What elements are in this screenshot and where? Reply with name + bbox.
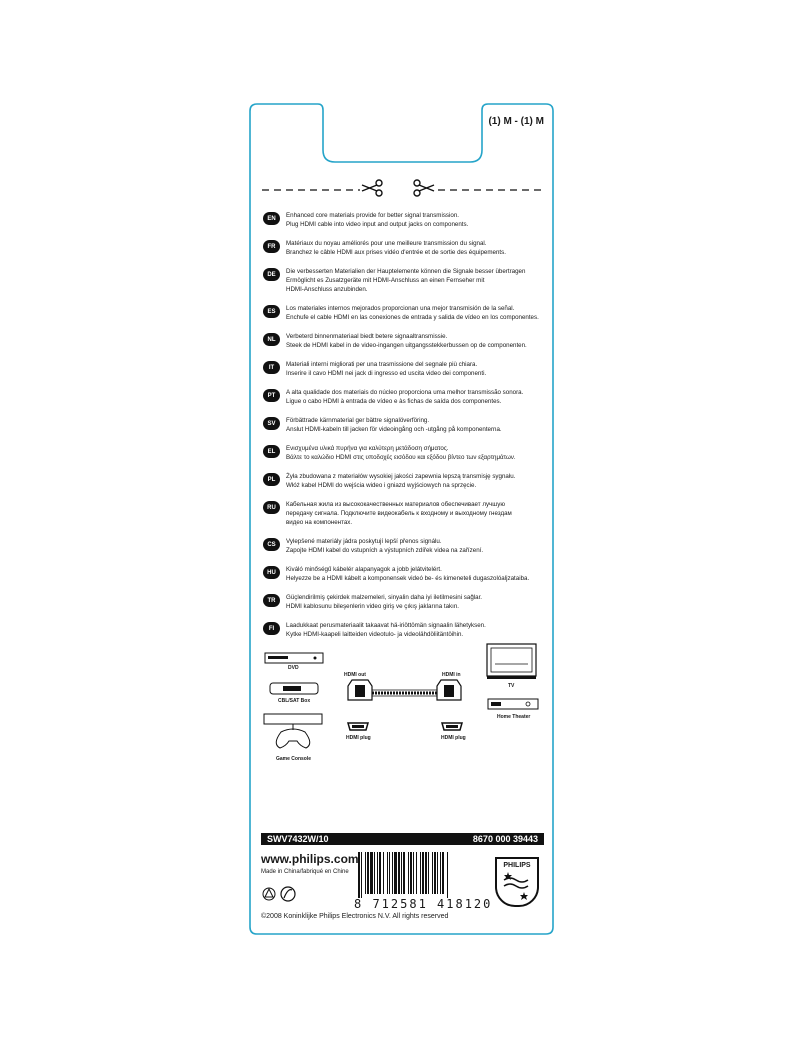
language-badge: FI <box>263 622 280 635</box>
language-badge: CS <box>263 538 280 551</box>
language-badge: RU <box>263 501 280 514</box>
language-text: Kiváló minőségű kábelér alapanyagok a jobb jelátvitelért. Helyezze be a HDMI kábelt a komponensek videó be- és kimeneteli dugaszolóaljzataiba. <box>286 566 530 582</box>
language-badge: PT <box>263 389 280 402</box>
language-row-pl <box>263 472 553 490</box>
website-url: www.philips.com <box>261 852 359 866</box>
language-text: Güçlendirilmiş çekirdek malzemeleri, sinyalin daha iyi iletilmesini sağlar. HDMI kablosunu bileşenlerin video giriş ve çıkış jaklarına takın. <box>286 594 483 610</box>
language-row-tr <box>263 593 553 611</box>
language-text: Żyła zbudowana z materiałów wysokiej jakości zapewnia lepszą transmisję sygnału. Włóż kabel HDMI do wejścia wideo i gniazd wyjściowych na sprzęcie. <box>286 473 516 489</box>
language-badge: FR <box>263 240 280 253</box>
language-text: Vylepšené materiály jádra poskytují lepší přenos signálu. Zapojte HDMI kabel do vstupních a výstupních zdířek videa na zařízení. <box>286 538 484 554</box>
language-badge: PL <box>263 473 280 486</box>
language-row-el <box>263 444 553 462</box>
cbl-sat-label: CBL/SAT Box <box>278 698 311 704</box>
hdmi-plug-icon-left <box>348 723 368 730</box>
language-badge: IT <box>263 361 280 374</box>
hdmi-cable-icon <box>348 680 461 700</box>
barcode-number: 8 712581 418120 <box>354 897 493 911</box>
philips-logo-text: PHILIPS <box>503 862 531 869</box>
language-text: Кабельная жила из высококачественных материалов обеспечивает лучшую передачу сигнала. Подключите видеокабель к входному и выходному гнездам видео на компонентах. <box>286 501 512 526</box>
language-text: Die verbesserten Materialien der Hauptelemente können die Signale besser übertragen Ermöglicht es Zusatzgeräte mit HDMI-Anschluss an einen Fernseher mit HDMI-Anschluss anzubinden. <box>286 268 526 293</box>
language-text: Matériaux du noyau améliorés pour une meilleure transmission du signal. Branchez le câble HDMI aux prises vidéo d'entrée et de sortie des équipements. <box>286 240 506 256</box>
language-row-pt <box>263 388 553 406</box>
home-theater-label: Home Theater <box>497 714 531 720</box>
hdmi-plug-right-label: HDMI plug <box>441 735 466 741</box>
language-row-de <box>263 267 553 294</box>
language-row-nl <box>263 332 553 350</box>
made-in-text: Made in China/fabriqué en Chine <box>261 869 349 875</box>
language-row-hu <box>263 565 553 583</box>
sku-number: SWV7432W/10 <box>267 834 329 844</box>
language-text: Enhanced core materials provide for better signal transmission. Plug HDMI cable into video input and output jacks on components. <box>286 212 469 228</box>
language-text: Verbeterd binnenmateriaal biedt betere signaaltransmissie. Steek de HDMI kabel in de video-ingangen uitgangsstekkerbussen op de componenten. <box>286 333 527 349</box>
language-text: Materiali interni migliorati per una trasmissione del segnale più chiara. Inserire il cavo HDMI nei jack di ingresso ed uscita video dei componenti. <box>286 361 487 377</box>
language-badge: DE <box>263 268 280 281</box>
language-text: Förbättrade kärnmaterial ger bättre signalöverföring. Anslut HDMI-kabeln till jacken för videoingång och -utgång på komponenterna. <box>286 417 502 433</box>
scissors-icon-left <box>362 180 382 196</box>
sku-bar <box>261 833 544 845</box>
language-row-fr <box>263 239 553 257</box>
game-console-label: Game Console <box>276 756 312 762</box>
cbl-sat-box-icon <box>270 683 318 694</box>
dvd-player-icon <box>265 653 323 663</box>
language-text: Los materiales internos mejorados proporcionan una mejor transmisión de la señal. Enchufe el cable HDMI en las conexiones de entrada y salida de vídeo en los componentes. <box>286 305 539 321</box>
product-code: 8670 000 39443 <box>472 834 538 844</box>
language-row-sv <box>263 416 553 434</box>
language-row-cs <box>263 537 553 555</box>
language-text: Ενισχυμένα υλικά πυρήνα για καλύτερη μετάδοση σήματος. Βάλτε το καλώδιο HDMI στις υποδοχές εισόδου και εξόδου βίντεο των εξαρτημάτων. <box>286 445 516 461</box>
game-console-icon <box>264 714 322 748</box>
language-text: A alta qualidade dos materiais do núcleo proporciona uma melhor transmissão sonora. Ligue o cabo HDMI à entrada de vídeo e às fichas de saída dos componentes. <box>286 389 524 405</box>
barcode-image <box>358 852 448 898</box>
language-badge: ES <box>263 305 280 318</box>
copyright-text: ©2008 Koninklijke Philips Electronics N.V. All rights reserved <box>261 913 449 920</box>
language-badge: EN <box>263 212 280 225</box>
hdmi-in-label: HDMI in <box>442 672 461 678</box>
language-text: Laadukkaat perusmateriaalit takaavat hä-iriöttömän signaalin lähetyksen. Kytke HDMI-kaapeli laitteiden videotulo- ja videolähdöliitäntöihin. <box>286 622 486 638</box>
language-list <box>263 211 553 649</box>
language-badge: HU <box>263 566 280 579</box>
language-row-ru <box>263 500 553 527</box>
config-label: (1) M - (1) M <box>488 116 544 127</box>
language-badge: SV <box>263 417 280 430</box>
dvd-label: DVD <box>288 665 299 671</box>
hdmi-plug-icon-right <box>442 723 462 730</box>
language-row-fi <box>263 621 553 639</box>
philips-logo <box>495 857 539 907</box>
tv-icon <box>487 644 536 679</box>
hdmi-out-label: HDMI out <box>344 672 366 678</box>
home-theater-icon <box>488 699 538 709</box>
language-badge: NL <box>263 333 280 346</box>
language-badge: EL <box>263 445 280 458</box>
language-badge: TR <box>263 594 280 607</box>
scissors-icon-right <box>414 180 434 196</box>
recycle-icon <box>263 888 275 900</box>
language-row-en <box>263 211 553 229</box>
hdmi-plug-left-label: HDMI plug <box>346 735 371 741</box>
language-row-it <box>263 360 553 378</box>
tv-label: TV <box>508 683 515 689</box>
language-row-es <box>263 304 553 322</box>
green-dot-icon <box>281 887 295 901</box>
